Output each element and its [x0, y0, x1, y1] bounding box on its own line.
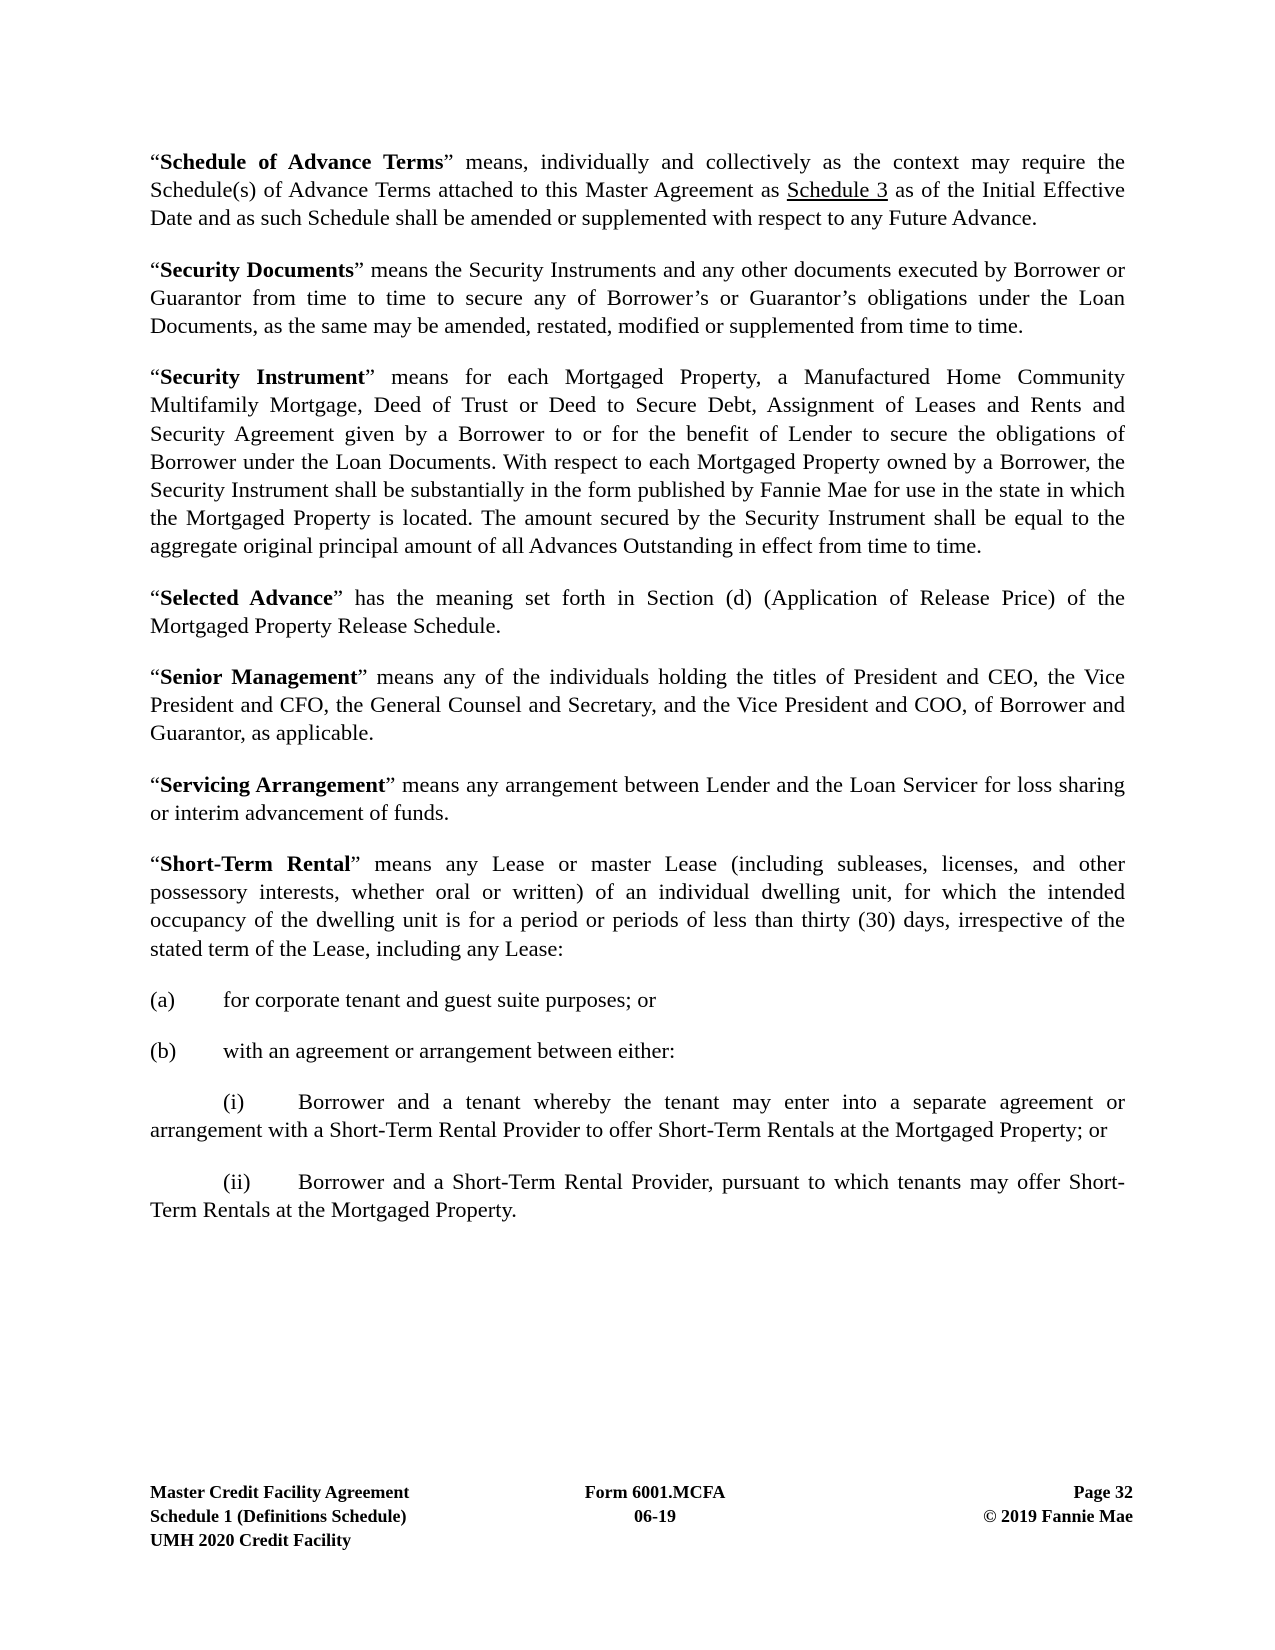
footer-facility-name: UMH 2020 Credit Facility [150, 1530, 352, 1550]
definition-security-documents: “Security Documents” means the Security Instruments and any other documents executed by Borrower or Guarantor from time to time to secure any of Borrower’s or Guarantor’s obligations under the Loan Documents, as the same may be amended, restated, modified or supplemented from time to time. [150, 256, 1125, 339]
definition-schedule-of-advance-terms: “Schedule of Advance Terms” means, individually and collectively as the context may require the Schedule(s) of Advance Terms attached to this Master Agreement as Schedule 3 as of the Initial Effective Date and as such Schedule shall be amended or supplemented with respect to any Future Advance. [150, 149, 1126, 231]
defined-term: Servicing Arrangement [160, 771, 386, 797]
list-item-label: (b) [150, 1038, 177, 1064]
definition-servicing-arrangement: “Servicing Arrangement” means any arrangement between Lender and the Loan Servicer for loss sharing or interim advancement of funds. [150, 771, 1125, 825]
footer-document-title: Master Credit Facility Agreement [150, 1482, 410, 1502]
defined-term: Security Instrument [160, 364, 365, 390]
sub-item-text: Borrower and a Short-Term Rental Provider, pursuant to which tenants may offer Short-Term Rentals at the Mortgaged Property. [150, 1168, 1125, 1222]
footer-center [540, 1480, 770, 1528]
list-item-text: with an agreement or arrangement between either: [223, 1038, 676, 1064]
sub-item-label: (i) [223, 1089, 245, 1115]
footer-form-number: Form 6001.MCFA [584, 1482, 726, 1502]
list-item-b [150, 1037, 1125, 1065]
footer-schedule-name: Schedule 1 (Definitions Schedule) [150, 1506, 407, 1526]
defined-term: Schedule of Advance Terms [160, 149, 444, 174]
footer-form-date: 06-19 [634, 1506, 676, 1526]
definition-security-instrument: “Security Instrument” means for each Mortgaged Property, a Manufactured Home Community Multifamily Mortgage, Deed of Trust or Deed to Secure Debt, Assignment of Leases and Rents and Security Agreement given by a Borrower to or for the benefit of Lender to secure the obligations of Borrower under the Loan Documents. With respect to each Mortgaged Property owned by a Borrower, the Security Instrument shall be substantially in the form published by Fannie Mae for use in the state in which the Mortgaged Property is located. The amount secured by the Security Instrument shall be equal to the aggregate original principal amount of all Advances Outstanding in effect from time to time. [150, 364, 1125, 559]
list-item-label: (a) [150, 986, 175, 1012]
footer-right [983, 1480, 1133, 1528]
defined-term: Security Documents [160, 256, 355, 282]
document-body [150, 148, 1125, 1247]
defined-term: Senior Management [160, 664, 358, 690]
footer-copyright: © 2019 Fannie Mae [983, 1506, 1133, 1526]
sub-item-label: (ii) [223, 1168, 251, 1194]
list-item-text: for corporate tenant and guest suite purposes; or [223, 986, 656, 1012]
definition-senior-management: “Senior Management” means any of the individuals holding the titles of President and CEO, the Vice President and CFO, the General Counsel and Secretary, and the Vice President and COO, of Borrower and Guarantor, as applicable. [150, 664, 1125, 746]
footer-page-number: Page 32 [1073, 1482, 1133, 1502]
sub-item-i [150, 1088, 1125, 1144]
definition-selected-advance: “Selected Advance” has the meaning set forth in Section (d) (Application of Release Price) of the Mortgaged Property Release Schedule. [150, 584, 1125, 638]
footer-left [150, 1480, 409, 1552]
defined-term: Short-Term Rental [160, 851, 351, 877]
defined-term: Selected Advance [160, 584, 333, 610]
sub-item-ii [150, 1168, 1125, 1224]
schedule-3-reference: Schedule 3 [786, 177, 888, 203]
definition-short-term-rental: “Short-Term Rental” means any Lease or master Lease (including subleases, licenses, and other possessory interests, whether oral or written) of an individual dwelling unit, for which the intended occupancy of the dwelling unit is for a period or periods of less than thirty (30) days, irrespective of the stated term of the Lease, including any Lease: [150, 851, 1125, 961]
sub-item-text: Borrower and a tenant whereby the tenant may enter into a separate agreement or arrangement with a Short-Term Rental Provider to offer Short-Term Rentals at the Mortgaged Property; or [150, 1089, 1125, 1143]
list-item-a [150, 986, 1125, 1014]
